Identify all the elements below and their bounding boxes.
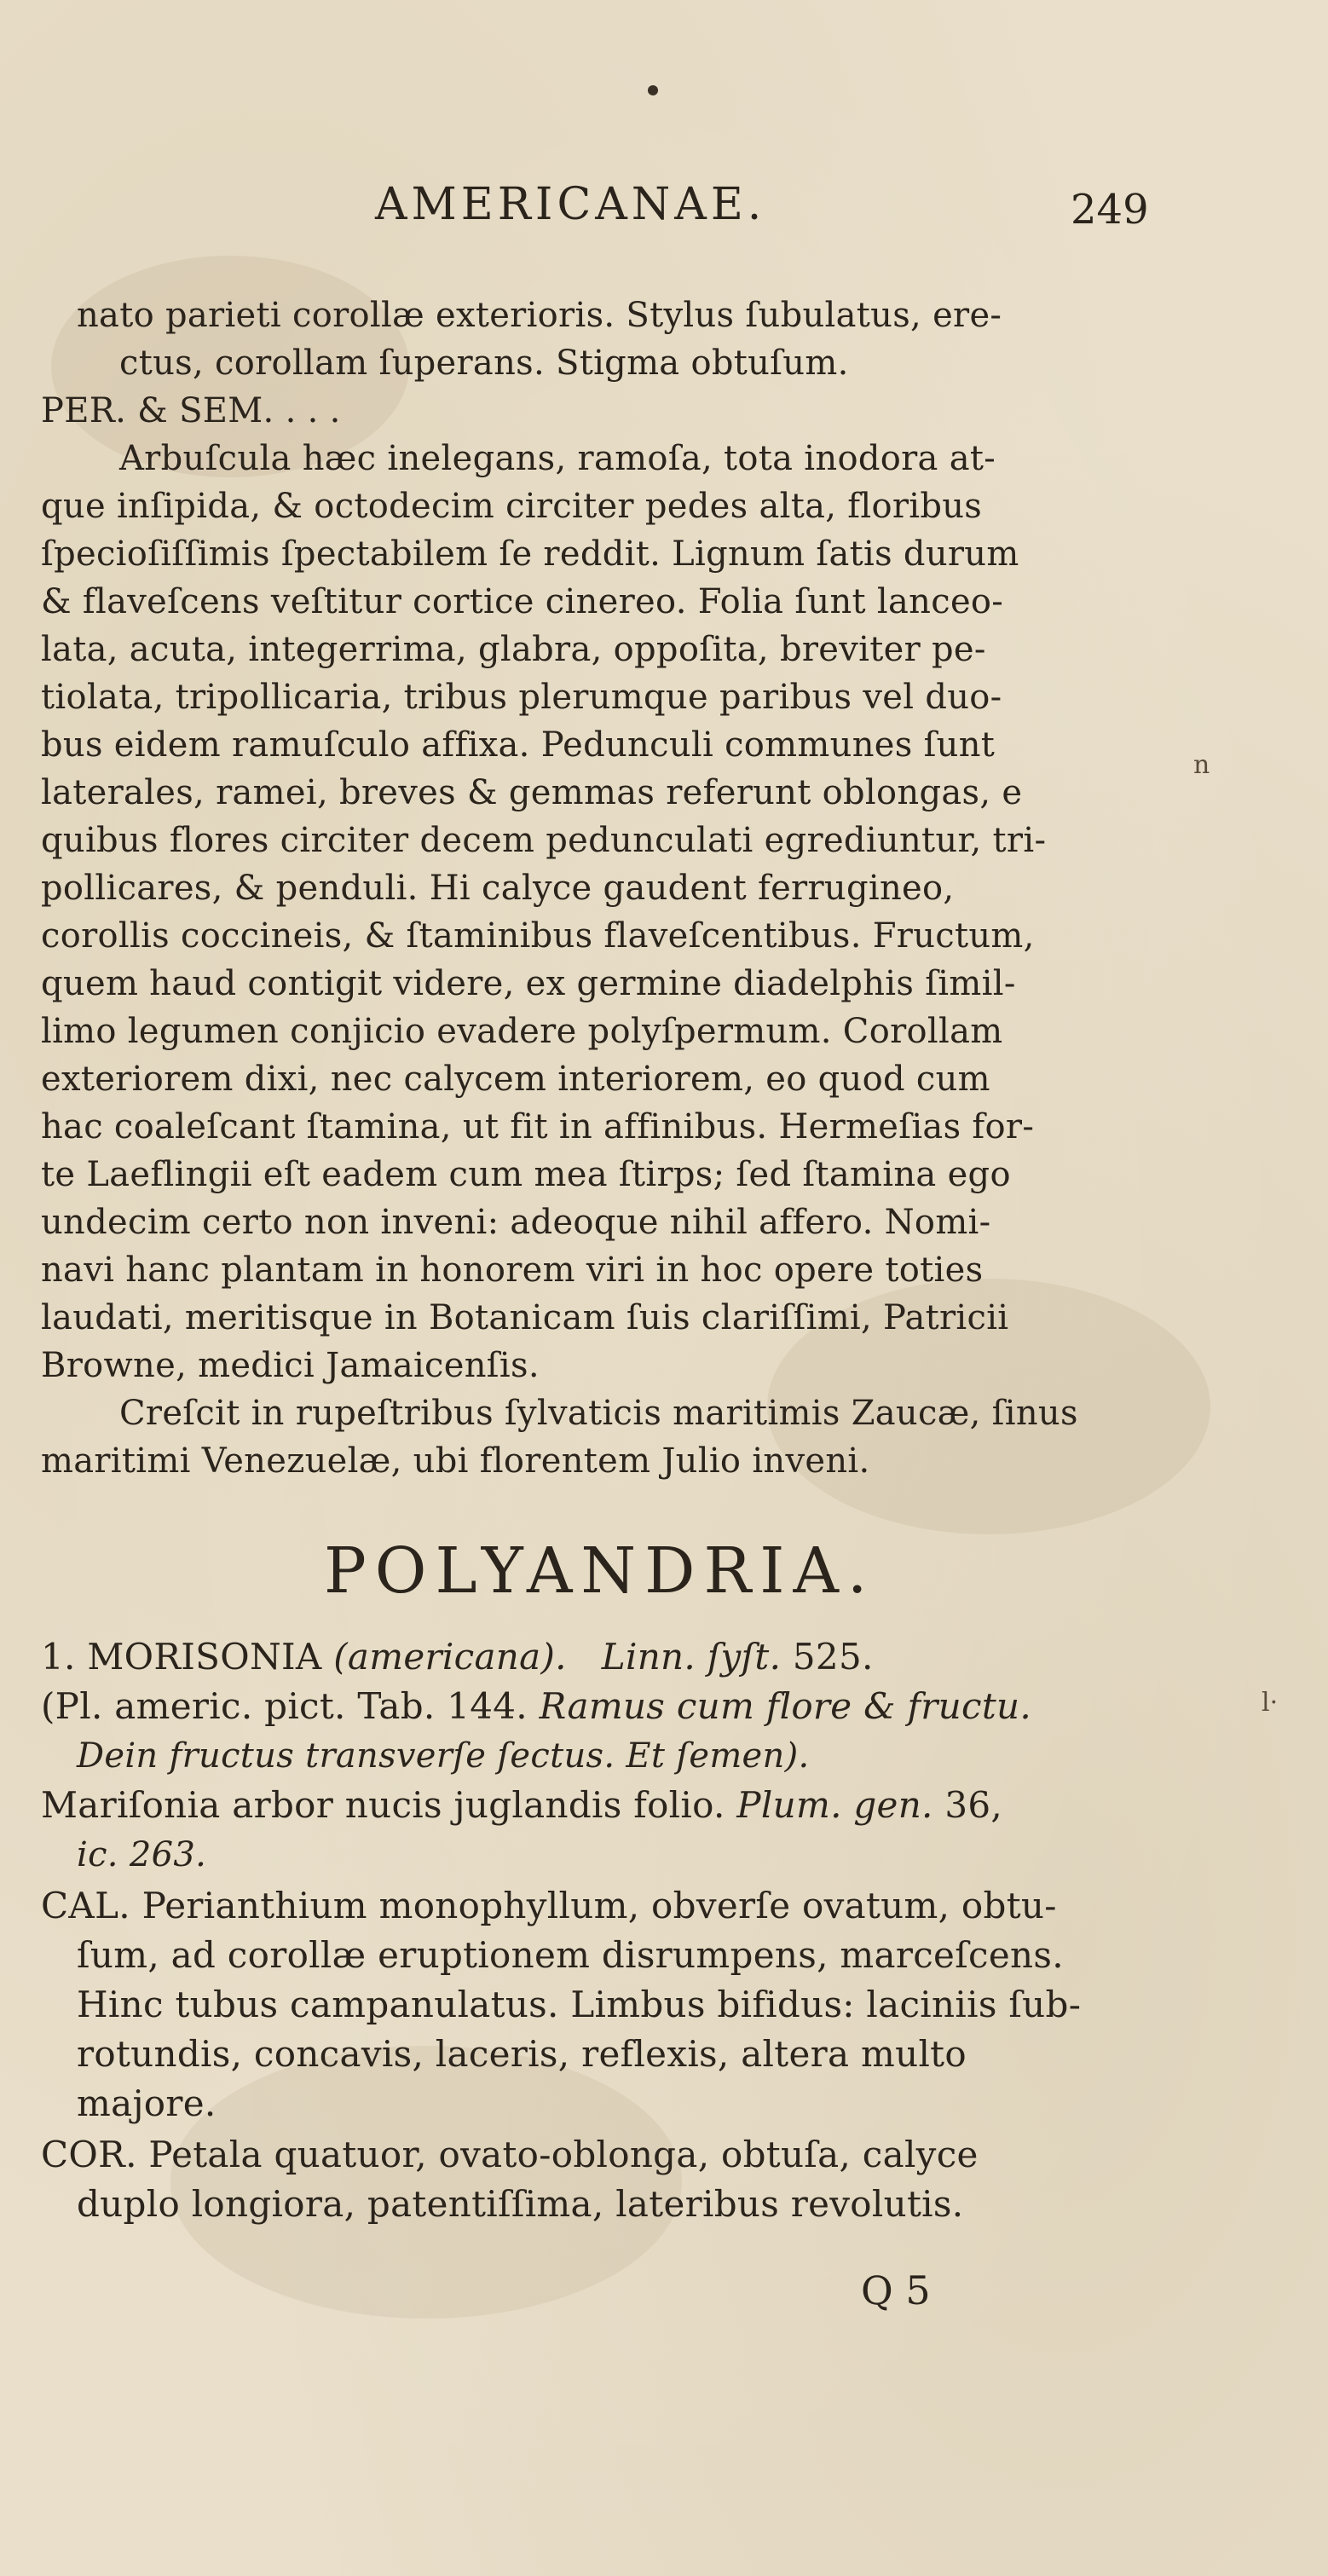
text-line: ctus, corollam ſuperans. Stigma obtuſum.: [119, 344, 849, 383]
synonym-ref: Plum. gen.: [736, 1784, 933, 1826]
corolla-label: COR.: [41, 2134, 137, 2175]
text-line: Browne, medici Jamaicenſis.: [41, 1346, 540, 1385]
corolla-line: duplo longiora, patentiſſima, lateribus revolutis.: [77, 2183, 964, 2225]
calyx-label: CAL.: [41, 1885, 130, 1926]
text-line: laudati, meritisque in Botanicam ſuis clariſſimi, Patricii: [41, 1298, 1009, 1337]
entry-number-name: 1. MORISONIA: [41, 1636, 334, 1678]
text-line: quibus flores circiter decem pedunculati egrediuntur, tri-: [41, 821, 1047, 860]
text-line: Arbuſcula hæc inelegans, ramoſa, tota inodora at-: [119, 439, 996, 478]
text-line: quem haud contigit videre, ex germine diadelphis ſimil-: [41, 964, 1016, 1003]
entry-citation-cont: Dein fructus transverſe ſectus. Et ſemen).: [77, 1736, 810, 1776]
text-line: te Laeflingii eſt eadem cum mea ſtirps; ſed ſtamina ego: [41, 1155, 1011, 1194]
text-line: ſpecioſiſſimis ſpectabilem ſe reddit. Lignum ſatis durum: [41, 534, 1019, 574]
text-line: corollis coccineis, & ſtaminibus flaveſcentibus. Fructum,: [41, 916, 1035, 956]
calyx-text: Perianthium monophyllum, obverſe ovatum, obtu-: [130, 1885, 1057, 1926]
synonym-text: Mariſonia arbor nucis juglandis folio.: [41, 1784, 737, 1826]
section-title: POLYANDRIA.: [324, 1534, 876, 1608]
entry-species: (americana).: [333, 1636, 567, 1678]
calyx-line: majore.: [77, 2082, 217, 2124]
text-line: nato parieti corollæ exterioris. Stylus ſubulatus, ere-: [77, 296, 1002, 335]
text-line: que inſipida, & octodecim circiter pedes alta, floribus: [41, 487, 983, 526]
calyx-line: Hinc tubus campanulatus. Limbus bifidus: laciniis ſub-: [77, 1984, 1082, 2025]
entry-citation: [41, 1686, 1031, 1727]
text-line: exteriorem dixi, nec calycem interiorem, eo quod cum: [41, 1060, 990, 1099]
text-line: tiolata, tripollicaria, tribus plerumque paribus vel duo-: [41, 678, 1002, 717]
text-line: pollicares, & penduli. Hi calyce gaudent ferrugineo,: [41, 869, 955, 908]
text-line: Creſcit in rupeſtribus ſylvaticis maritimis Zaucæ, ſinus: [119, 1394, 1078, 1433]
margin-mark: l·: [1262, 1688, 1279, 1718]
corolla-line: [41, 2134, 979, 2175]
corolla-text: Petala quatuor, ovato-oblonga, obtuſa, calyce: [136, 2134, 979, 2175]
paper-stain: [170, 2046, 682, 2319]
text-line: PER. & SEM. . . .: [41, 391, 341, 430]
text-line: navi hanc plantam in honorem viri in hoc opere toties: [41, 1250, 984, 1290]
margin-mark: n: [1193, 750, 1210, 780]
entry-synonym-cont: ic. 263.: [77, 1835, 207, 1874]
entry-ref-number: 525.: [781, 1636, 874, 1678]
text-line: lata, acuta, integerrima, glabra, oppoſita, breviter pe-: [41, 630, 986, 669]
top-dot: [648, 85, 658, 95]
calyx-line: rotundis, concavis, laceris, reflexis, altera multo: [77, 2033, 967, 2075]
text-line: limo legumen conjicio evadere polyſpermum. Corollam: [41, 1012, 1003, 1051]
entry-synonym: [41, 1785, 1002, 1826]
text-line: hac coaleſcant ſtamina, ut fit in affinibus. Hermeſias for-: [41, 1107, 1035, 1146]
text-line: maritimi Venezuelæ, ubi florentem Julio inveni.: [41, 1441, 870, 1481]
text-line: laterales, ramei, breves & gemmas referunt oblongas, e: [41, 773, 1023, 812]
entry-heading: [41, 1637, 874, 1678]
text-line: bus eidem ramuſculo affixa. Pedunculi communes ſunt: [41, 725, 996, 765]
entry-ref: Linn. ſyſt.: [601, 1636, 782, 1678]
running-header: AMERICANAE.: [375, 179, 766, 230]
citation-text: (Pl. americ. pict. Tab. 144.: [41, 1685, 540, 1727]
calyx-line: [41, 1886, 1057, 1926]
calyx-line: ſum, ad corollæ eruptionem disrumpens, marceſcens.: [77, 1934, 1064, 1976]
text-line: undecim certo non inveni: adeoque nihil affero. Nomi-: [41, 1203, 991, 1242]
synonym-num: 36,: [932, 1784, 1003, 1826]
signature-mark: Q 5: [861, 2267, 931, 2313]
citation-italic: Ramus cum flore & fructu.: [539, 1685, 1032, 1727]
page-number: 249: [1071, 186, 1149, 234]
text-line: & flaveſcens veſtitur cortice cinereo. Folia ſunt lanceo-: [41, 582, 1004, 621]
